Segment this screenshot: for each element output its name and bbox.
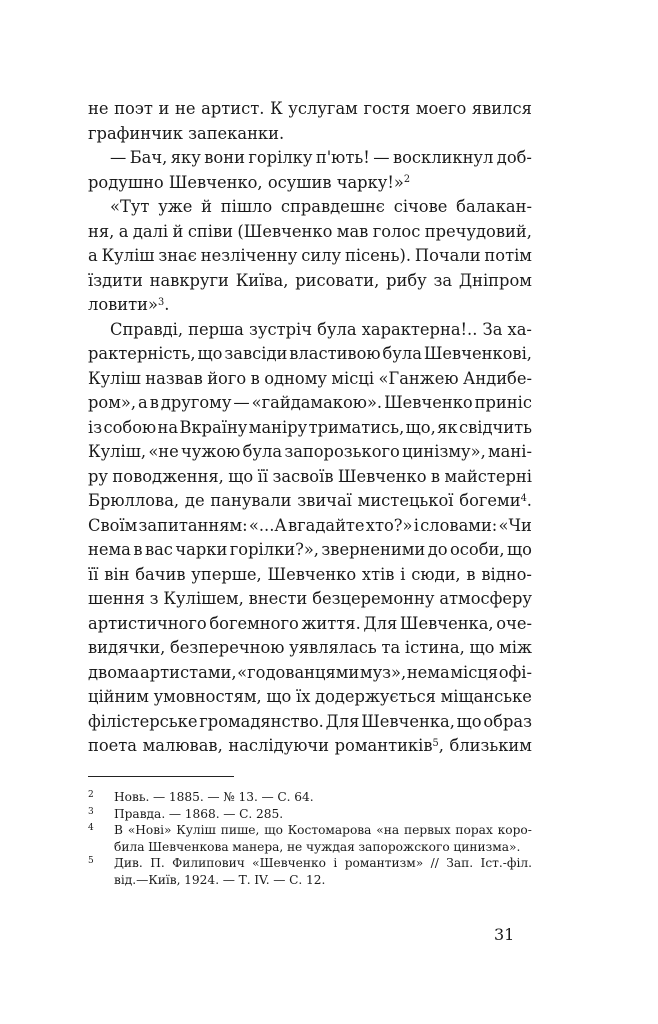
word: поета: [88, 736, 138, 755]
word: а: [118, 221, 129, 241]
word: життя.: [301, 613, 361, 633]
word: зверненими: [321, 540, 426, 559]
word: наслідуючи: [228, 736, 329, 755]
text-line: [88, 367, 532, 392]
word: між: [499, 638, 532, 657]
word: уявлялась: [289, 638, 377, 657]
word: її: [257, 466, 269, 486]
word: одному: [264, 368, 327, 388]
word: поводження,: [112, 466, 224, 486]
word: пісень).: [344, 246, 412, 265]
text-line: [88, 146, 532, 171]
word: С.: [277, 790, 291, 804]
word: в: [149, 393, 159, 412]
word: умовностям,: [153, 687, 262, 706]
footnote-text: [114, 855, 532, 888]
word: де: [184, 491, 205, 510]
word: №: [223, 790, 235, 804]
word: нема: [88, 540, 131, 559]
word: в: [466, 564, 476, 584]
word: богемного: [209, 613, 299, 633]
word: безперечною: [169, 638, 285, 657]
word: видячки,: [88, 638, 166, 657]
word: Своїм: [88, 515, 138, 535]
text-line: [88, 244, 532, 269]
word: «Чи: [498, 515, 532, 535]
word: що: [456, 711, 482, 731]
word: С.: [239, 806, 253, 821]
word: що: [266, 687, 292, 706]
word: //: [430, 856, 439, 870]
trailing-text: .: [526, 491, 532, 510]
word: запорожского: [358, 839, 450, 854]
footnote: [88, 789, 532, 806]
word: «не: [148, 442, 179, 461]
word: свідчить: [458, 417, 532, 437]
word: Для: [325, 711, 360, 731]
footnote-text: [114, 806, 532, 823]
word: близьким: [449, 736, 532, 755]
word: —: [233, 393, 250, 412]
word: як: [437, 417, 458, 437]
word: «Шевченко: [252, 856, 326, 870]
footnote: [88, 822, 532, 855]
word: Шевченка,: [399, 613, 494, 633]
word: в: [250, 368, 260, 388]
word: вони: [204, 148, 245, 167]
text-line: [88, 661, 532, 686]
word: романтизм»: [344, 856, 424, 870]
word: «гайдамакою».: [251, 393, 383, 412]
word: чуждая: [305, 839, 355, 854]
word: навкруги: [149, 270, 229, 290]
word: особи,: [449, 540, 505, 559]
footnote-text: [114, 789, 532, 806]
word: зустріч: [249, 319, 313, 339]
word: він: [104, 564, 130, 584]
word: запитанням:: [138, 515, 248, 535]
word: далі: [132, 221, 169, 241]
word: Шевченка,: [361, 711, 455, 731]
word: Шевченко: [384, 393, 473, 412]
word: Київа,: [235, 270, 289, 290]
word: «годованцями: [237, 662, 360, 682]
word: муз»,: [359, 662, 407, 682]
word: вгадайте: [287, 515, 365, 535]
word: родушно: [88, 172, 164, 192]
word: Т.: [238, 872, 251, 887]
main-text: [88, 97, 532, 759]
word: й: [201, 197, 213, 216]
trailing-text: ,: [438, 736, 444, 755]
word: властивою: [289, 344, 381, 363]
word: била: [114, 839, 145, 854]
word: Шевченкові,: [423, 344, 532, 363]
word: з: [149, 589, 159, 608]
word: характерна!..: [361, 319, 478, 339]
word: внести: [248, 589, 308, 608]
word: Андибе-: [462, 368, 532, 388]
word: яку: [170, 148, 201, 167]
word: незліченну: [200, 246, 298, 265]
word: січове: [393, 197, 448, 216]
text-line: [88, 391, 532, 416]
word: романтиків$^5$,: [334, 736, 444, 755]
word: Кулішем,: [163, 589, 244, 608]
word: голос: [372, 221, 421, 241]
word: артист.: [201, 99, 265, 118]
word: образ: [483, 711, 532, 731]
word: додержується: [315, 687, 436, 706]
word: К: [270, 99, 283, 118]
word: не: [175, 99, 196, 118]
word: пішло: [220, 197, 273, 216]
word: уже: [158, 197, 193, 216]
word: доб-: [496, 148, 532, 167]
word: запеканки.: [188, 123, 285, 143]
word: 12.: [305, 872, 326, 887]
word: —: [273, 872, 286, 887]
footnote-line: [114, 839, 532, 856]
word: знає: [158, 246, 197, 265]
word: приніс: [474, 393, 532, 412]
word: (Шевченко: [237, 221, 333, 241]
word: відно-: [481, 564, 532, 584]
text-line: [88, 97, 532, 122]
word: їздити: [88, 270, 143, 290]
word: вас: [144, 540, 173, 559]
word: осушив: [267, 172, 332, 192]
word: —: [223, 806, 236, 821]
word: справдешнє: [280, 197, 385, 216]
word: була: [317, 319, 357, 339]
word: оче-: [496, 613, 532, 633]
text-line: [88, 269, 532, 294]
footnote-line: [114, 822, 532, 839]
word: цинизма».: [453, 839, 521, 854]
word: хтів: [361, 564, 395, 584]
word: горілку: [248, 148, 313, 167]
word: —: [261, 790, 274, 804]
footnote-line: [114, 872, 532, 889]
word: ловити»$^3$.: [88, 295, 170, 314]
word: й: [172, 221, 184, 241]
word: Шевченкова: [148, 839, 229, 854]
word: рибу: [386, 270, 427, 290]
word: на: [157, 417, 179, 437]
word: «Ганжею: [378, 368, 459, 388]
word: сюди,: [411, 564, 461, 584]
word: що: [228, 466, 254, 486]
text-line: [88, 416, 532, 441]
word: рактерність,: [88, 344, 196, 363]
word: а: [88, 246, 98, 265]
text-line: [88, 563, 532, 588]
word: ційним: [88, 687, 149, 706]
word: богеми$^4$.: [459, 491, 532, 510]
word: артистичного: [88, 613, 207, 633]
word: бачив: [135, 564, 186, 584]
word: В: [114, 823, 123, 837]
word: Почали: [414, 246, 481, 265]
footnote-divider: [88, 776, 234, 777]
text-line: [88, 710, 532, 735]
word: їх: [295, 687, 311, 706]
word: ня,: [88, 221, 115, 241]
word: Бач,: [129, 148, 168, 167]
word: місця: [450, 662, 499, 682]
text-line: [88, 734, 532, 759]
word: мистецької: [357, 491, 454, 510]
word: 64.: [294, 790, 314, 804]
footnote-number: 5: [88, 856, 94, 866]
word: моего: [415, 99, 467, 118]
word: —: [110, 148, 127, 167]
word: За: [482, 319, 503, 339]
word: уперше,: [191, 564, 262, 584]
word: чарки: [175, 540, 228, 559]
word: за: [433, 270, 453, 290]
word: горілки?»,: [229, 540, 319, 559]
word: маніру: [248, 417, 308, 437]
word: П.: [150, 856, 165, 870]
word: що,: [405, 417, 436, 437]
word: С.: [289, 872, 303, 887]
footnote-line: [114, 789, 532, 806]
word: і: [413, 515, 419, 535]
word: «...А: [248, 515, 287, 535]
word: IV.: [254, 872, 270, 887]
word: 1885.: [168, 790, 204, 804]
word: Брюллова,: [88, 491, 180, 510]
word: цинізму»,: [402, 442, 486, 461]
word: явился: [471, 99, 532, 118]
footnote-ref[interactable]: 2: [403, 174, 411, 186]
word: запорозького: [284, 442, 400, 461]
word: хто?»: [365, 515, 413, 535]
word: малював,: [142, 736, 223, 755]
word: перша: [188, 319, 244, 339]
text-line: [88, 587, 532, 612]
word: —: [153, 790, 166, 804]
footnote-number: 4: [88, 823, 94, 833]
word: потім: [484, 246, 532, 265]
footnote: [88, 806, 532, 823]
word: словами:: [420, 515, 498, 535]
word: пречудовий,: [424, 221, 532, 241]
word: і: [333, 856, 338, 870]
text-line: [88, 636, 532, 661]
word: була: [242, 442, 283, 461]
word: манера,: [232, 839, 284, 854]
word: чарку!»$^2$: [336, 172, 411, 192]
text-line: [88, 612, 532, 637]
text-line: [88, 440, 532, 465]
word: Дніпром: [458, 270, 532, 290]
word: Новь.: [114, 790, 150, 804]
word: звичаї: [297, 491, 352, 510]
word: и: [158, 99, 170, 118]
word: місці: [331, 368, 375, 388]
word: Шевченко: [337, 466, 427, 486]
word: до: [427, 540, 448, 559]
text-line: [88, 122, 532, 147]
word: що: [197, 344, 223, 363]
word: істина,: [404, 638, 465, 657]
word: в: [430, 466, 441, 486]
word: безцеремонну: [312, 589, 435, 608]
word: нема: [406, 662, 450, 682]
word: Шевченко: [267, 564, 357, 584]
footnote-ref[interactable]: 4: [520, 492, 527, 504]
footnote: [88, 855, 532, 888]
text-line: [88, 293, 532, 318]
text-line: [88, 538, 532, 563]
word: не: [88, 99, 109, 118]
word: засвоїв: [272, 466, 334, 486]
word: рисовати,: [295, 270, 380, 290]
word: атмосферу: [439, 589, 532, 608]
word: поэт: [114, 99, 153, 118]
word: чужою: [181, 442, 241, 461]
word: коро-: [497, 823, 532, 837]
footnote-text: [114, 822, 532, 855]
footnote-line: [114, 855, 532, 872]
word: і: [400, 564, 406, 584]
word: графинчик: [88, 123, 183, 143]
word: від.—Київ,: [114, 872, 181, 887]
word: Див.: [114, 856, 143, 870]
word: —: [373, 148, 390, 167]
word: що: [264, 823, 283, 837]
text-line: [88, 685, 532, 710]
word: Филипович: [172, 856, 245, 870]
word: триматись,: [308, 417, 405, 437]
word: завсіди: [224, 344, 288, 363]
word: Костомарова: [287, 823, 372, 837]
trailing-text: .: [164, 295, 170, 314]
word: Куліш: [101, 246, 155, 265]
word: в: [133, 540, 143, 559]
word: Куліш: [176, 823, 216, 837]
word: міщанське: [440, 687, 532, 706]
word: Зап.: [446, 856, 474, 870]
text-line: [88, 489, 532, 514]
word: Для: [363, 613, 398, 633]
word: шення: [88, 589, 145, 608]
word: Куліш,: [88, 442, 147, 461]
word: —: [168, 806, 182, 821]
word: назвав: [145, 368, 203, 388]
word: що: [469, 638, 495, 657]
word: мані-: [488, 442, 532, 461]
page-number: 31: [494, 925, 515, 944]
text-line: [88, 195, 532, 220]
footnotes: [88, 789, 532, 888]
word: —: [207, 790, 220, 804]
word: услугам: [288, 99, 358, 118]
word: п'ють!: [315, 148, 370, 167]
word: другому: [160, 393, 232, 412]
word: не: [286, 839, 303, 854]
word: Іст.-філ.: [480, 856, 532, 870]
word: панували: [210, 491, 292, 510]
word: гостя: [363, 99, 411, 118]
word: ру: [88, 466, 109, 486]
word: із: [88, 417, 103, 437]
text-line: [88, 220, 532, 245]
word: її: [88, 564, 99, 584]
word: мав: [336, 221, 369, 241]
word: 1924.: [184, 872, 220, 887]
footnote-ref[interactable]: 5: [432, 737, 439, 749]
word: —: [222, 872, 235, 887]
word: Правда.: [114, 806, 166, 821]
word: 13.: [238, 790, 258, 804]
word: «Тут: [110, 197, 150, 216]
word: ха-: [507, 319, 532, 339]
word: Вкраїну: [179, 417, 248, 437]
word: майстерні: [444, 466, 532, 486]
word: громадянство.: [199, 711, 324, 731]
text-line: [88, 318, 532, 343]
word: філістерське: [88, 711, 198, 731]
word: порах: [455, 823, 493, 837]
word: його: [207, 368, 247, 388]
word: силу: [301, 246, 342, 265]
text-line: [88, 465, 532, 490]
word: ром»,: [88, 393, 137, 412]
word: балакан-: [456, 197, 532, 216]
word: Справді,: [110, 319, 184, 339]
footnote-ref[interactable]: 3: [157, 296, 165, 308]
footnote-line: [114, 806, 532, 823]
word: та: [381, 638, 401, 657]
word: 1868.: [184, 806, 220, 821]
footnote-number: 3: [88, 806, 94, 817]
footnote-number: 2: [88, 790, 94, 800]
word: артистами,: [140, 662, 237, 682]
word: була: [382, 344, 422, 363]
text-line: [88, 514, 532, 539]
word: що: [506, 540, 532, 559]
word: Шевченко,: [168, 172, 263, 192]
text-line: [88, 171, 532, 196]
word: «на: [376, 823, 400, 837]
word: воскликнул: [392, 148, 494, 167]
word: а: [138, 393, 148, 412]
word: собою: [103, 417, 157, 437]
word: «Нові»: [127, 823, 172, 837]
word: офі-: [498, 662, 532, 682]
word: 285.: [255, 806, 284, 821]
word: первых: [404, 823, 451, 837]
text-line: [88, 342, 532, 367]
word: пише,: [220, 823, 260, 837]
word: Куліш: [88, 368, 141, 388]
word: двома: [88, 662, 140, 682]
word: співи: [187, 221, 234, 241]
